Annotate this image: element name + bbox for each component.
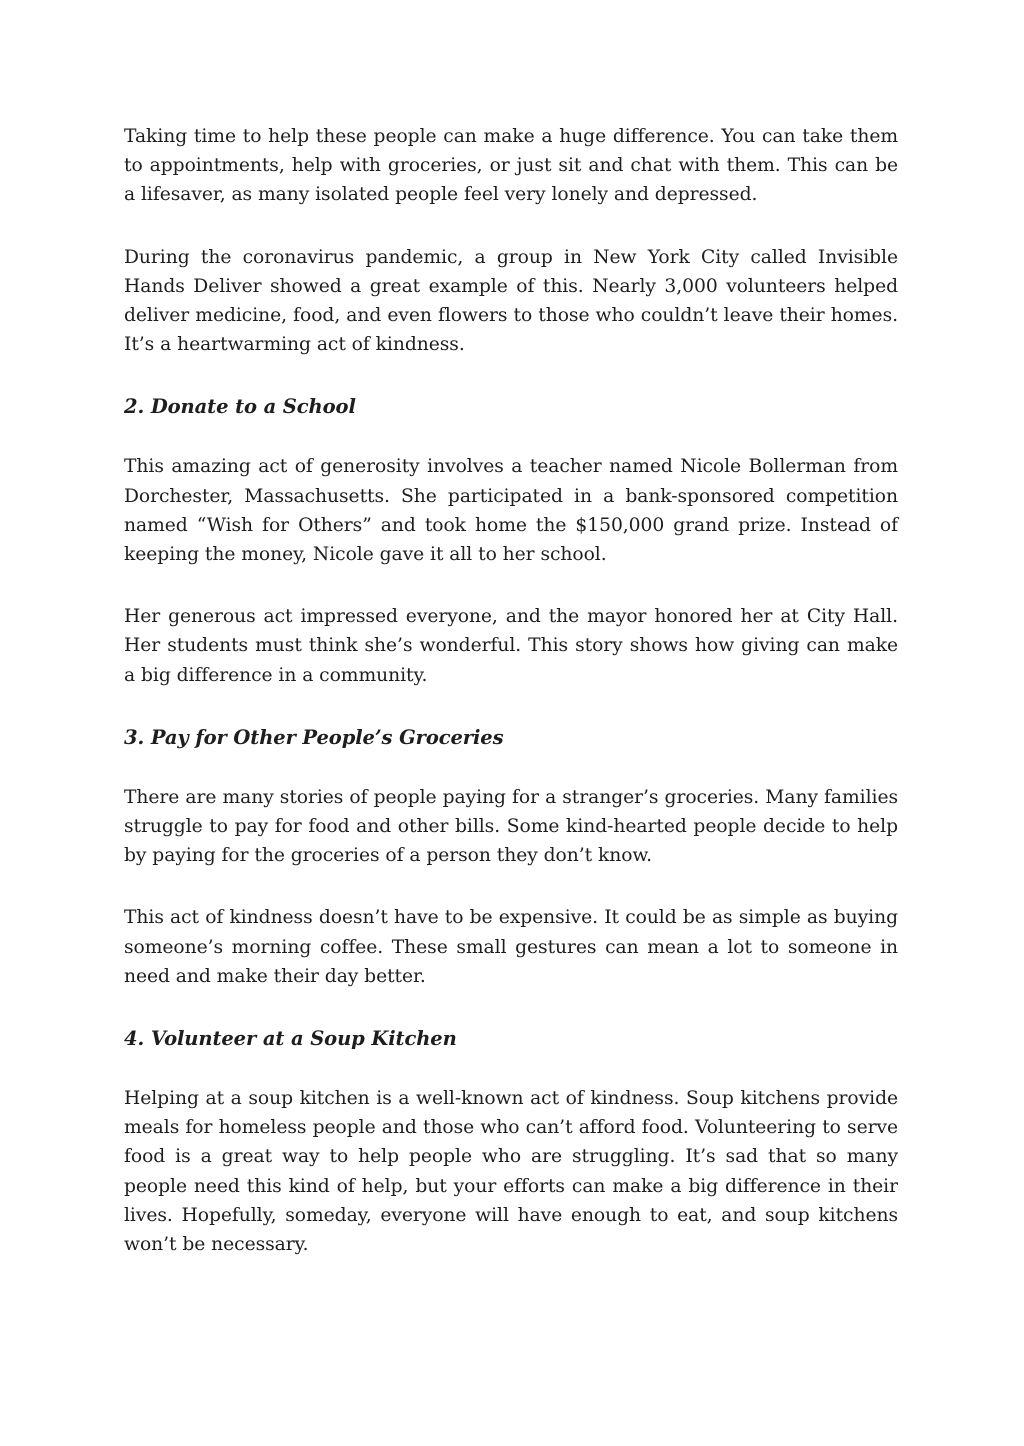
- section-paragraph: There are many stories of people paying for a stranger’s groceries. Many families struggle to pay for food and other bills. Some kind-hearted people decide to help by paying for the groceries of a person they don’t know.: [124, 786, 898, 867]
- section-paragraph: Her generous act impressed everyone, and the mayor honored her at City Hall. Her students must think she’s wonderful. This story shows how giving can make a big difference in a community.: [124, 606, 898, 686]
- section-paragraph: This act of kindness doesn’t have to be expensive. It could be as simple as buying someone’s morning coffee. These small gestures can mean a lot to someone in need and make their day better.: [124, 907, 898, 987]
- section-heading-donate-to-school: 2. Donate to a School: [124, 395, 356, 419]
- section-heading-pay-for-groceries: 3. Pay for Other People’s Groceries: [124, 725, 504, 749]
- section-heading-soup-kitchen: 4. Volunteer at a Soup Kitchen: [124, 1027, 457, 1051]
- intro-paragraph-1: Taking time to help these people can make a huge difference. You can take them to appointments, help with groceries, or just sit and chat with them. This can be a lifesaver, as many isolated people feel very lonely and depressed.: [124, 126, 898, 206]
- document-page: [124, 122, 898, 1292]
- section-paragraph: Helping at a soup kitchen is a well-known act of kindness. Soup kitchens provide meals for homeless people and those who can’t afford food. Volunteering to serve food is a great way to help people who are struggling. It’s sad that so many people need this kind of help, but your efforts can make a big difference in their lives. Hopefully, someday, everyone will have enough to eat, and soup kitchens won’t be necessary.: [124, 1088, 898, 1256]
- intro-paragraph-2: During the coronavirus pandemic, a group in New York City called Invisible Hands Deliver showed a great example of this. Nearly 3,000 volunteers helped deliver medicine, food, and even flowers to those who couldn’t leave their homes. It’s a heartwarming act of kindness.: [124, 246, 898, 356]
- section-paragraph: This amazing act of generosity involves a teacher named Nicole Bollerman from Dorchester, Massachusetts. She participated in a bank-sponsored competition named “Wish for Others” and took home the $150,000 grand prize. Instead of keeping the money, Nicole gave it all to her school.: [124, 456, 898, 566]
